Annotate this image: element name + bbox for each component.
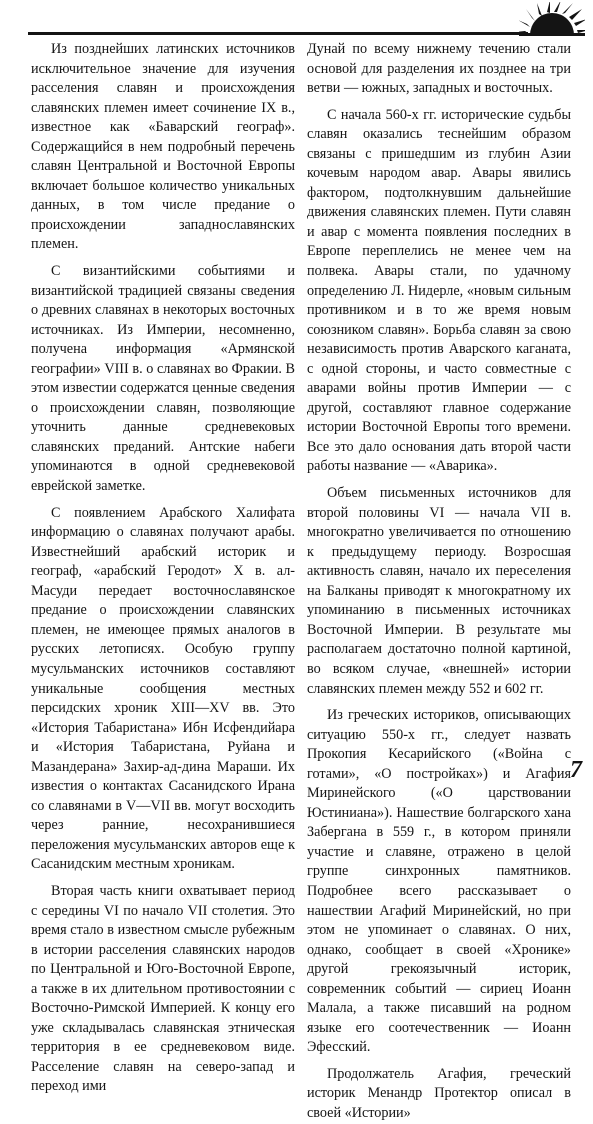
paragraph-menander: Продолжатель Агафия, греческий историк Менандр Протектор описал в своей «Истории» [307, 1065, 571, 1121]
paragraph-avars: С начала 560-х гг. исторические судьбы славян оказались теснейшим образом связаны с пришедшим из глубин Азии кочевым народом авар. Авары явились фактором, подтолкнувшим дальнейшие движения славянских племен. Пути славян и авар с момента появления последних в Европе переплелись не менее чем на полвека. Авары стали, по удачному определению Л. Нидерле, «новым сильным противником и в то же время новым союзником славян». Борьба славян за свою независимость против Аварского каганата, с одной стороны, и часто совместные с аварами войны против Империи — с другой, составляют главное содержание истории Восточной Европы того времени. Все это дало основания дать второй части работы название — «Аварика». [307, 106, 571, 475]
left-column [31, 40, 295, 1097]
paragraph-written-sources: Объем письменных источников для второй половины VI — начала VII в. многократно увеличивается по отношению к предыдущему периоду. Возросшая активность славян, начало их переселения на Балканы приводят к многократному их упоминанию в письменных источниках Восточной Империи. В результате мы располагаем достаточно полной картиной, во всяком случае, «внешней» истории славянских племен между 552 и 602 гг. [307, 485, 571, 697]
header-rule [28, 32, 528, 35]
right-column [307, 40, 571, 1124]
paragraph-bavarian-geographer: Из позднейших латинских источников исключительное значение для изучения расселения славян и происхождения славянских племен имеет сочинение IX в., известное как «Баварский географ». Содержащийся в нем подробный перечень славян Центральной и Восточной Европы включает большое количество уникальных данных, в том числе предание о происхождении западнославянских племен. [31, 41, 295, 253]
sun-icon [519, 2, 585, 42]
paragraph-byzantine-tradition: С византийскими событиями и византийской традицией связаны сведения о древних славянах в некоторых восточных источниках. Из Империи, несомненно, получена информация «Армянской географии» VIII в. о славянах во Фракии. В этом известии содержатся ценные сведения о происхождении славян, позволяющие уточнить данные средневековых славянских преданий. Антские набеги упоминаются в одной средневековой еврейской заметке. [31, 263, 295, 495]
paragraph-danube-continuation: Дунай по всему нижнему течению стали основой для разделения их позднее на три ветви — южных, западных и восточных. [307, 41, 571, 97]
page-number: 7 [570, 757, 582, 783]
paragraph-arab-sources: С появлением Арабского Халифата информацию о славянах получают арабы. Известнейший арабский историк и географ, «арабский Геродот» Х в. ал-Масуди передает восточнославянское предание о происхождении славянских племен, не имеющее прямых аналогов в русских летописях. Особую группу мусульманских источников составляют уникальные сообщения местных персидских хроник XIII—XV вв. Это «История Табаристана» Ибн Исфендийара и «История Табаристана, Руйана и Мазандерана» Захир-ад-дина Мараши. Их известия о контактах Сасанидского Ирана со славянами в V—VII вв. могут восходить через ранние, несохранившиеся переложения мусульманских авторов еще к Сасанидским местным хроникам. [31, 504, 295, 873]
paragraph-second-part: Вторая часть книги охватывает период с середины VI по начало VII столетия. Это время стало в известном смысле рубежным в истории расселения славянских народов по Центральной и Юго-Восточной Европе, а также в их длительном противостоянии с Восточно-Римской Империей. К концу его уже складывалась славянская этническая территория в ее средневековом виде. Расселение славян на северо-запад и переход ими [31, 882, 295, 1095]
paragraph-greek-historians: Из греческих историков, описывающих ситуацию 550-х гг., следует назвать Прокопия Кесарийского («Война с готами», «О постройках») и Агафия Миринейского («О царствовании Юстиниана»). Нашествие болгарского хана Забергана в 559 г., в котором приняли участие и славяне, отражено в целой группе синхронных памятников. Подробнее всего рассказывает о нашествии Агафий Миринейский, но при этом не упоминает о славянах. О них, однако, сообщает в своей «Хронике» другой грекоязычный историк, современник событий — сириец Иоанн Малала, а также писавший на родном языке его соотечественник — Иоанн Эфесский. [307, 707, 571, 1056]
